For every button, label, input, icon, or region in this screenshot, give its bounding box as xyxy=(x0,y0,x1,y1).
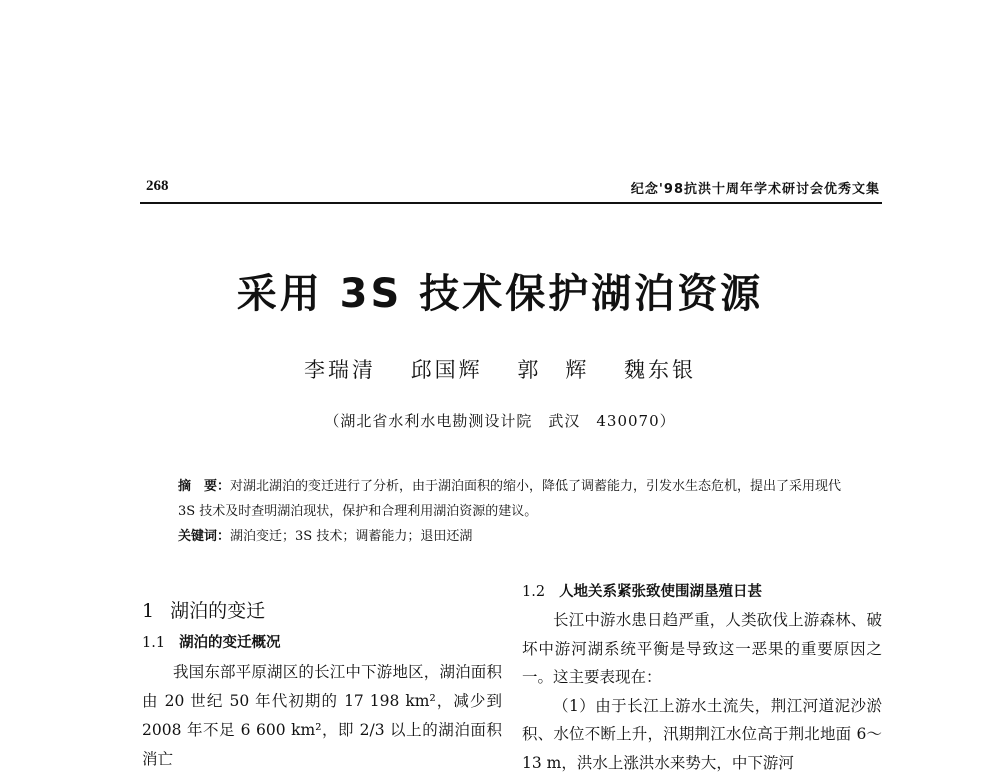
subsection-heading xyxy=(522,578,882,606)
section-heading xyxy=(142,594,502,628)
author-name: 邱国辉 xyxy=(411,358,483,382)
author-name: 李瑞清 xyxy=(304,358,376,382)
collection-title: 纪念'98抗洪十周年学术研讨会优秀文集 xyxy=(631,178,880,197)
section-number: 1 xyxy=(142,600,154,622)
author-list xyxy=(0,354,1000,384)
article-title: 采用 3S 技术保护湖泊资源 xyxy=(0,262,1000,319)
body-paragraph: 我国东部平原湖区的长江中下游地区，湖泊面积由 20 世纪 50 年代初期的 17 198 km²，减少到 2008 年不足 6 600 km²，即 2/3 以上的湖泊面积消亡 xyxy=(142,658,502,774)
abstract-paragraph xyxy=(178,474,858,524)
keywords-text: 湖泊变迁；3S 技术；调蓄能力；退田还湖 xyxy=(230,529,472,544)
left-column xyxy=(142,578,502,774)
subsection-heading xyxy=(142,628,502,658)
subsection-number: 1.2 xyxy=(522,584,545,600)
abstract-text: 对湖北湖泊的变迁进行了分析，由于湖泊面积的缩小，降低了调蓄能力，引发水生态危机，提出了采用现代 3S 技术及时查明湖泊现状，保护和合理利用湖泊资源的建议。 xyxy=(178,479,841,519)
keywords-line xyxy=(178,524,858,549)
page-number: 268 xyxy=(146,178,169,195)
keywords-label: 关键词： xyxy=(178,529,230,544)
body-paragraph: 长江中游水患日趋严重，人类砍伐上游森林、破坏中游河湖系统平衡是导致这一恶果的重要原因之一。这主要表现在： xyxy=(522,606,882,692)
author-name: 郭 辉 xyxy=(517,358,589,382)
right-column xyxy=(522,578,882,777)
abstract-block xyxy=(178,474,858,549)
subsection-title: 人地关系紧张致使围湖垦殖日甚 xyxy=(559,584,762,600)
subsection-number: 1.1 xyxy=(142,635,165,651)
subsection-title: 湖泊的变迁概况 xyxy=(179,635,281,651)
body-paragraph: （1）由于长江上游水土流失，荆江河道泥沙淤积、水位不断上升，汛期荆江水位高于荆北地面 6～13 m，洪水上涨洪水来势大，中下游河 xyxy=(522,692,882,777)
author-name: 魏东银 xyxy=(624,358,696,382)
abstract-label: 摘 要： xyxy=(178,479,230,494)
running-header xyxy=(140,174,882,204)
section-title: 湖泊的变迁 xyxy=(170,600,265,622)
affiliation: （湖北省水利水电勘测设计院 武汉 430070） xyxy=(0,410,1000,431)
